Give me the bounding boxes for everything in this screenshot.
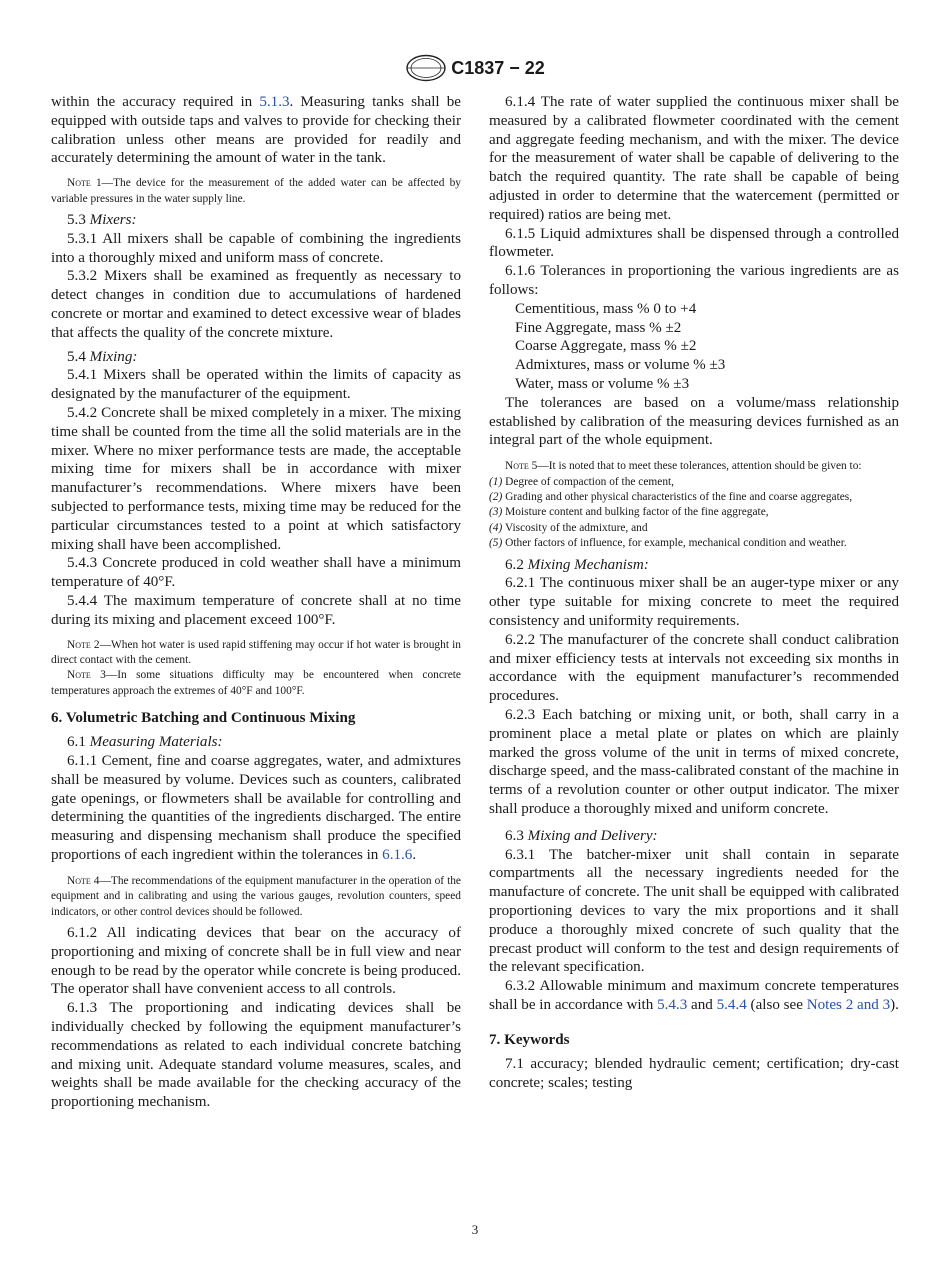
ref-link-5-4-4[interactable]: 5.4.4	[716, 996, 747, 1013]
section-6-3-heading: 6.3 Mixing and Delivery:	[505, 827, 658, 844]
para-6-2-3: 6.2.3 Each batching or mixing unit, or both, shall carry in a prominent place a metal plate or plates on which are plainly marked the gross volume of the unit in terms of mixed concrete, discharge speed, and the mass-calibrated constant of the machine in terms of a revolution counter or other output indicator. The mixer shall produce a thoroughly mixed and uniform concrete.	[489, 706, 899, 817]
left-column	[51, 93, 461, 1112]
section-7-heading: 7. Keywords	[489, 1031, 570, 1048]
note-5-item: (2) Grading and other physical characteristics of the fine and coarse aggregates,	[489, 490, 853, 503]
para-6-3-1: 6.3.1 The batcher-mixer unit shall contain in separate compartments all the necessary ingredients needed for the manufacture of concrete. The unit shall be equipped with calibrated proportioning devices to vary the mix proportions and it shall produce a thoroughly mixed concrete of such quality that the precast product will conform to the test and design requirements of the relevant specification.	[489, 846, 899, 976]
page-header	[0, 54, 950, 84]
para-6-1-1: 6.1.1 Cement, fine and coarse aggregates, water, and admixtures shall be measured by volume. Devices such as counters, calibrated gate openings, or flowmeters shall be available for controlling and determining the quantities of the ingredients discharged. The entire measuring and dispensing mechanism shall produce the specified proportions of each ingredient within the tolerances in 6.1.6.	[51, 752, 461, 863]
note-1: Note 1—The device for the measurement of the added water can be affected by variable pressures in the water supply line.	[51, 177, 461, 205]
section-6-1-heading: 6.1 Measuring Materials:	[67, 734, 223, 751]
tolerance-item: Fine Aggregate, mass % ±2	[515, 319, 682, 336]
note-2: Note 2—When hot water is used rapid stiffening may occur if hot water is brought in direct contact with the cement.	[51, 638, 461, 666]
para-6-1-2: 6.1.2 All indicating devices that bear on the accuracy of proportioning and mixing of concrete shall be in full view and near enough to be read by the operator while concrete is being produced. The operator shall have convenient access to all controls.	[51, 924, 461, 998]
paragraph-continuation: within the accuracy required in 5.1.3. Measuring tanks shall be equipped with outside taps and valves to provide for checking their calibration unless other means are provided for readily and accurately determining the amount of water in the tank.	[51, 94, 461, 167]
tolerance-item: Water, mass or volume % ±3	[515, 375, 690, 392]
para-5-4-2: 5.4.2 Concrete shall be mixed completely in a mixer. The mixing time shall be counted from the time all the solid materials are in the mixer. Where no mixer performance tests are made, the acceptable mixing time for mixers shall be in accordance with mixer manufacturer’s recommendations. Where mixers have been subjected to performance tests, mixing time may be reduced for the particular circumstances tested to a point at which satisfactory mixing shall have been accomplished.	[51, 404, 461, 553]
para-5-3-1: 5.3.1 All mixers shall be capable of combining the ingredients into a thoroughly mixed and uniform mass of concrete.	[51, 230, 461, 266]
para-6-1-6: 6.1.6 Tolerances in proportioning the various ingredients are as follows:	[489, 263, 899, 298]
para-7-1: 7.1 accuracy; blended hydraulic cement; certification; dry-cast concrete; scales; testing	[489, 1055, 899, 1091]
right-column	[489, 93, 899, 1092]
note-5-item: (4) Viscosity of the admixture, and	[489, 521, 648, 534]
note-5-item: (3) Moisture content and bulking factor of the fine aggregate,	[489, 506, 769, 519]
page-number: 3	[471, 1222, 479, 1237]
tolerance-item: Admixtures, mass or volume % ±3	[515, 357, 726, 374]
section-5-4-heading: 5.4 Mixing:	[67, 348, 138, 365]
para-6-1-3: 6.1.3 The proportioning and indicating devices shall be individually checked by following the equipment manufacturer’s recommendations as related to each individual concrete batching and mixing unit. Adequate standard volume measures, scales, and weights shall be made available for the checking accuracy of the proportioning mechanism.	[51, 1000, 461, 1111]
ref-link-6-1-6[interactable]: 6.1.6	[382, 846, 413, 863]
para-5-4-1: 5.4.1 Mixers shall be operated within the limits of capacity as designated by the manufacturer of the equipment.	[51, 367, 461, 403]
section-6-heading: 6. Volumetric Batching and Continuous Mixing	[51, 710, 356, 727]
note-5-item: (5) Other factors of influence, for example, mechanical condition and weather.	[489, 537, 847, 550]
note-5: Note 5—It is noted that to meet these tolerances, attention should be given to:	[505, 460, 862, 473]
document-code: C1837 − 22	[451, 57, 545, 78]
para-6-2-2: 6.2.2 The manufacturer of the concrete shall conduct calibration and mixer efficiency tests at intervals not exceeding six months in accordance with the equipment manufacturer’s recommended procedures.	[489, 631, 899, 705]
note-5-item: (1) Degree of compaction of the cement,	[489, 475, 675, 488]
para-6-2-1: 6.2.1 The continuous mixer shall be an auger-type mixer or any other type suitable for mixing concrete to meet the required consistency and uniformity requirements.	[489, 575, 899, 629]
section-6-2-heading: 6.2 Mixing Mechanism:	[505, 556, 649, 573]
tolerance-item: Cementitious, mass % 0 to +4	[515, 300, 697, 317]
ref-link-5-4-3[interactable]: 5.4.3	[657, 996, 688, 1013]
para-6-3-2: 6.3.2 Allowable minimum and maximum concrete temperatures shall be in accordance with 5.4.3 and 5.4.4 (also see Notes 2 and 3).	[489, 978, 899, 1013]
tolerance-item: Coarse Aggregate, mass % ±2	[515, 338, 697, 355]
ref-link-notes-2-3[interactable]: Notes 2 and 3	[806, 996, 891, 1013]
para-6-1-5: 6.1.5 Liquid admixtures shall be dispensed through a controlled flowmeter.	[489, 225, 899, 261]
para-5-4-3: 5.4.3 Concrete produced in cold weather shall have a minimum temperature of 40°F.	[51, 555, 461, 591]
para-5-4-4: 5.4.4 The maximum temperature of concrete shall at no time during its mixing and placement exceed 100°F.	[51, 592, 461, 628]
note-4: Note 4—The recommendations of the equipment manufacturer in the operation of the equipment and in calibrating and using the various gauges, revolution counters, speed indicators, or other control devices should be followed.	[51, 874, 461, 918]
para-6-1-4: 6.1.4 The rate of water supplied the continuous mixer shall be measured by a calibrated flowmeter coordinated with the cement and aggregate feeding mechanism, and with the mixer. The device for the measurement of water shall be capable of delivering to the batch the required quantity. The rate shall be capable of being adjusted in order to determine that the watercement (permitted or required) ratios are being met.	[489, 94, 899, 223]
astm-logo-icon	[405, 54, 447, 82]
para-5-3-2: 5.3.2 Mixers shall be examined as frequently as necessary to detect changes in condition due to accumulations of hardened concrete or mortar and examined to detect excessive wear of blades that affects the quality of the concrete mixture.	[51, 268, 461, 341]
ref-link-5-1-3[interactable]: 5.1.3	[259, 94, 290, 110]
tolerance-explanation: The tolerances are based on a volume/mass relationship established by calibration of the measuring devices furnished as an integral part of the whole equipment.	[489, 394, 899, 449]
section-5-3-heading: 5.3 Mixers:	[67, 212, 137, 228]
note-3: Note 3—In some situations difficulty may be encountered when concrete temperatures approach the extremes of 40°F and 100°F.	[51, 669, 461, 697]
